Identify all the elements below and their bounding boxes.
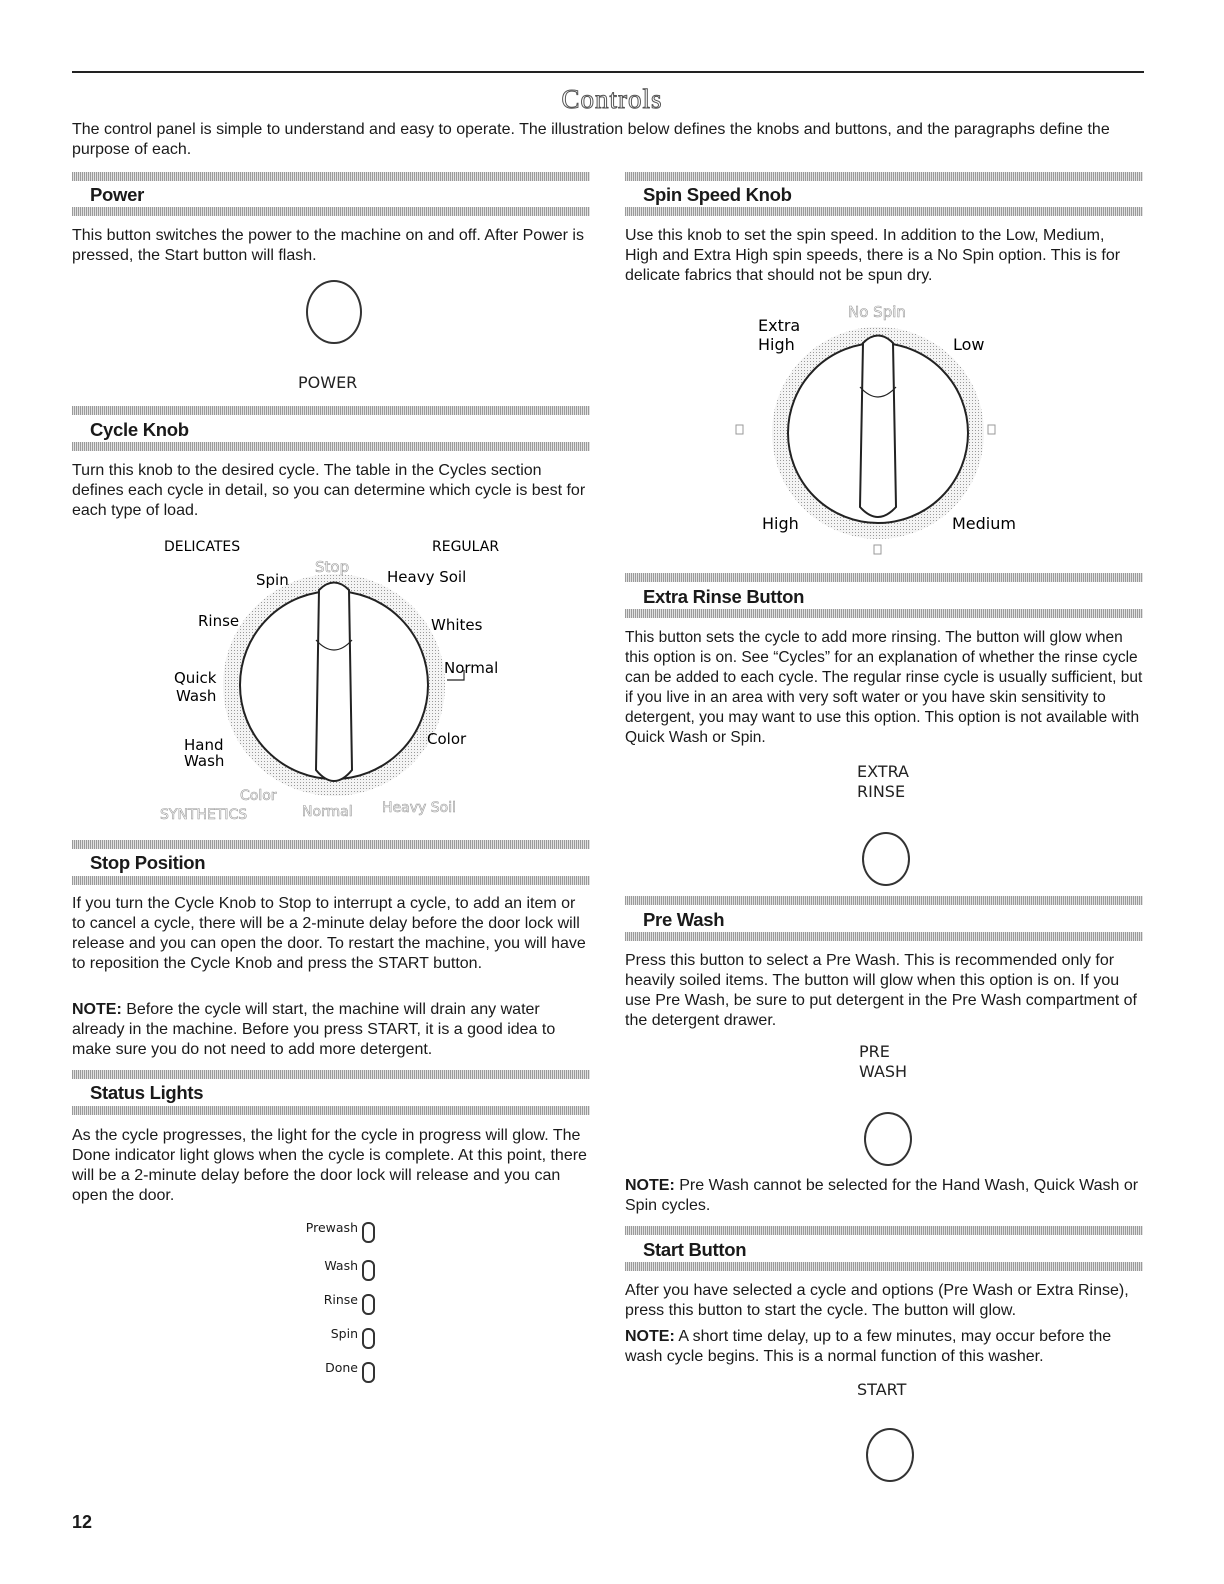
label-delicates: DELICATES (164, 539, 241, 555)
spin-marker-left (736, 425, 743, 434)
wash-light-icon (362, 1260, 375, 1281)
pre-wash-label (859, 1042, 907, 1082)
note-text: A short time delay, up to a few minutes, may occur before the wash cycle begins. This is a normal function of this washer. (625, 1328, 1112, 1365)
power-heading: Power (90, 184, 145, 205)
note-label: NOTE: (625, 1177, 675, 1194)
status-light-label-wash: Wash (324, 1258, 358, 1273)
extra-rinse-label (857, 762, 909, 802)
status-lights-text: As the cycle progresses, the light for the cycle in progress will glow. The Done indicator light glows when the cycle is complete. At this point, there will be a 2-minute delay before the door lock will release and you can open the door. (72, 1127, 587, 1204)
pre-wash-note (625, 1176, 1143, 1216)
cycle-knob-diagram (150, 530, 530, 830)
section-rule (625, 1262, 1143, 1271)
label-low: Low (953, 335, 985, 354)
cycle-knob-grip[interactable] (316, 583, 352, 782)
note-text: Pre Wash cannot be selected for the Hand Wash, Quick Wash or Spin cycles. (625, 1177, 1139, 1214)
label-rinse: Rinse (198, 612, 240, 630)
note-text: Before the cycle will start, the machine will drain any water already in the machine. Before you press START, it is a good idea to make sure you do not need to add more detergent. (72, 1001, 556, 1058)
cycle-knob-text: Turn this knob to the desired cycle. The table in the Cycles section defines each cycle in detail, so you can determine which cycle is best for each type of load. (72, 462, 586, 519)
label-extra: Extra (758, 316, 801, 335)
section-rule (625, 932, 1143, 941)
done-light-icon (362, 1362, 375, 1383)
label-synthetics: SYNTHETICS (160, 807, 248, 823)
note-label: NOTE: (625, 1328, 675, 1345)
label-hand-wash: Wash (184, 752, 225, 770)
section-rule (72, 207, 590, 216)
section-rule (72, 876, 590, 885)
label-heavy-soil: Heavy Soil (387, 568, 467, 586)
section-rule (72, 1070, 590, 1079)
label-regular: REGULAR (432, 539, 500, 555)
pre-wash-label-line2: WASH (859, 1062, 908, 1081)
page-title: Controls (561, 84, 663, 114)
pre-wash-heading: Pre Wash (643, 909, 725, 930)
extra-rinse-heading: Extra Rinse Button (643, 586, 805, 607)
spin-speed-text: Use this knob to set the spin speed. In addition to the Low, Medium, High and Extra High spin speeds, there is a No Spin option. This is for delicate fabrics that should not be spun dry. (625, 227, 1121, 284)
label-color: Color (427, 730, 467, 748)
label-high: High (762, 514, 799, 533)
label-extra-high: High (758, 335, 795, 354)
section-rule (625, 1226, 1143, 1235)
section-rule (625, 573, 1143, 582)
status-light-label-done: Done (325, 1360, 358, 1375)
section-rule (625, 172, 1143, 181)
spin-marker-bottom (874, 545, 881, 554)
status-lights-heading: Status Lights (90, 1082, 204, 1103)
stop-position-text: If you turn the Cycle Knob to Stop to interrupt a cycle, to add an item or to cancel a cycle, there will be a 2-minute delay before the door lock will release and you can open the door. To restart the machine, you will have to reposition the Cycle Knob and press the START button. (72, 895, 586, 972)
section-rule (72, 1106, 590, 1115)
rinse-light-icon (362, 1294, 375, 1315)
note-label: NOTE: (72, 1001, 122, 1018)
status-light-label-prewash: Prewash (305, 1220, 358, 1235)
extra-rinse-label-line2: RINSE (857, 782, 906, 801)
section-rule (72, 172, 590, 181)
label-no-spin: No Spin (848, 303, 906, 321)
label-medium: Medium (952, 514, 1016, 533)
pre-wash-button-icon[interactable] (864, 1112, 912, 1166)
section-rule (625, 896, 1143, 905)
status-light-label-spin: Spin (330, 1326, 358, 1341)
label-normal: Normal (444, 659, 499, 677)
label-whites: Whites (431, 616, 483, 634)
stop-position-note (72, 1000, 587, 1060)
section-rule (72, 406, 590, 415)
start-button-icon[interactable] (866, 1428, 914, 1482)
stop-position-heading: Stop Position (90, 852, 206, 873)
section-rule (72, 840, 590, 849)
label-color-synthetics: Color (240, 788, 277, 804)
start-button-heading: Start Button (643, 1239, 747, 1260)
spin-light-icon (362, 1328, 375, 1349)
label-hand: Hand (184, 736, 224, 754)
cycle-knob-heading: Cycle Knob (90, 419, 189, 440)
spin-speed-heading: Spin Speed Knob (643, 184, 792, 205)
start-button-note (625, 1327, 1143, 1367)
section-rule (625, 609, 1143, 618)
label-heavy-soil-synthetics: Heavy Soil (382, 800, 456, 816)
extra-rinse-button-icon[interactable] (862, 832, 910, 886)
label-quick-wash: Wash (176, 687, 217, 705)
intro-paragraph: The control panel is simple to understand and easy to operate. The illustration below defines the knobs and buttons, and the paragraphs define the purpose of each. (72, 121, 1110, 158)
top-rule (72, 71, 1144, 73)
label-spin: Spin (256, 571, 289, 589)
section-rule (625, 207, 1143, 216)
spin-speed-knob-diagram (720, 295, 1040, 565)
label-quick: Quick (174, 669, 217, 687)
extra-rinse-label-line1: EXTRA (857, 762, 909, 781)
power-label: POWER (298, 373, 358, 392)
pre-wash-label-line1: PRE (859, 1042, 890, 1061)
section-rule (72, 442, 590, 451)
power-button-icon[interactable] (306, 280, 362, 344)
page-number: 12 (72, 1512, 93, 1532)
pre-wash-text: Press this button to select a Pre Wash. This is recommended only for heavily soiled items. The button will glow when this option is on. If you use Pre Wash, be sure to put detergent in the Pre Wash compartment of the detergent drawer. (625, 952, 1137, 1029)
spin-knob-grip[interactable] (860, 336, 896, 518)
spin-marker-right (988, 425, 995, 434)
prewash-light-icon (362, 1222, 375, 1243)
status-light-label-rinse: Rinse (323, 1292, 358, 1307)
power-text: This button switches the power to the machine on and off. After Power is pressed, the Start button will flash. (72, 227, 584, 264)
extra-rinse-text: This button sets the cycle to add more rinsing. The button will glow when this option is on. See “Cycles” for an explanation of whether the rinse cycle can be added to each cycle. The regular rinse cycle is usually sufficient, but if you live in an area with very soft water or you have skin sensitivity to detergent, you may want to use this option. This option is not available with Quick Wash or Spin. (625, 629, 1143, 746)
label-stop: Stop (315, 558, 350, 576)
label-normal-synthetics: Normal (302, 804, 353, 820)
start-label: START (857, 1380, 907, 1399)
start-button-text: After you have selected a cycle and options (Pre Wash or Extra Rinse), press this button to start the cycle. The button will glow. (625, 1282, 1129, 1319)
